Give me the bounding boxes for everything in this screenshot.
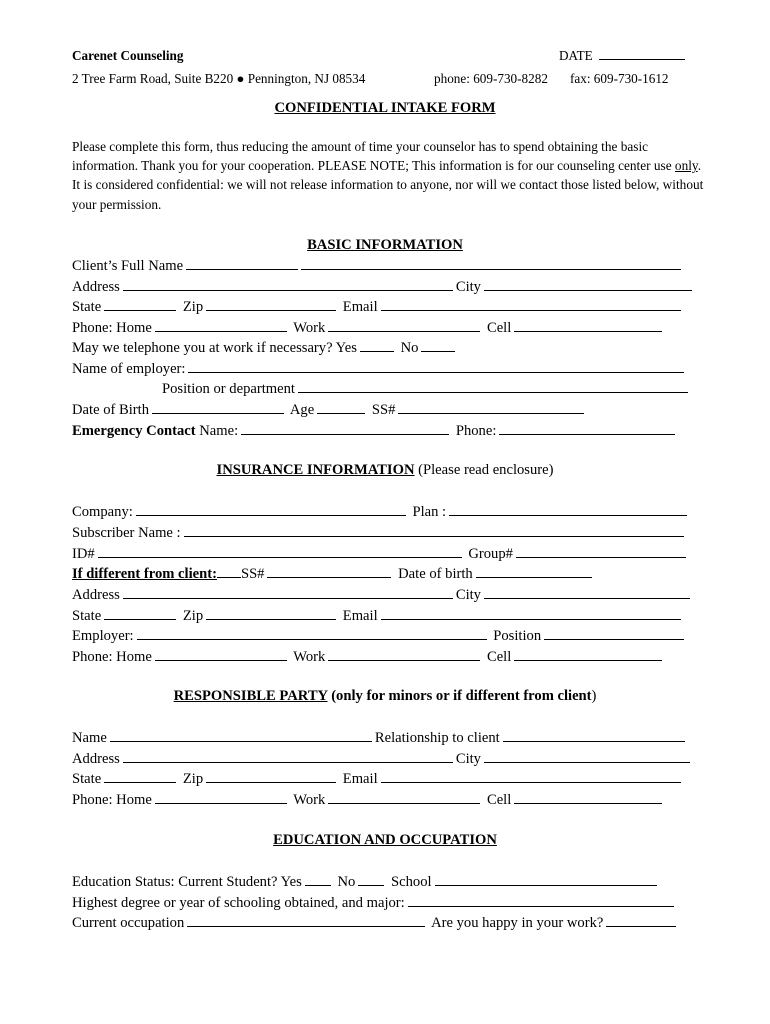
if-different-row bbox=[72, 564, 595, 583]
resp-state-row bbox=[72, 769, 684, 788]
position-label: Position or department bbox=[162, 381, 295, 397]
emergency-phone-label: Phone: bbox=[455, 423, 497, 439]
cell-blank[interactable] bbox=[514, 318, 662, 332]
happy-label: Are you happy in your work? bbox=[431, 915, 604, 931]
client-name-label: Client’s Full Name bbox=[72, 258, 184, 274]
ss-blank[interactable] bbox=[398, 400, 584, 414]
work-blank[interactable] bbox=[328, 318, 480, 332]
ins-position-label: Position bbox=[493, 628, 542, 644]
dob-blank[interactable] bbox=[152, 400, 284, 414]
resp-state-label: State bbox=[72, 771, 102, 787]
ins-state-row bbox=[72, 606, 684, 625]
basic-state-row bbox=[72, 297, 684, 316]
telephone-yes-blank[interactable] bbox=[360, 338, 394, 352]
state-blank[interactable] bbox=[104, 297, 176, 311]
emergency-name-blank[interactable] bbox=[241, 421, 449, 435]
emergency-name-label: Name: bbox=[195, 423, 239, 439]
basic-phone-row bbox=[72, 318, 665, 337]
student-no-blank[interactable] bbox=[358, 872, 384, 886]
emergency-phone-blank[interactable] bbox=[499, 421, 675, 435]
resp-relationship-blank[interactable] bbox=[503, 728, 685, 742]
ins-state-blank[interactable] bbox=[104, 606, 176, 620]
ins-email-blank[interactable] bbox=[381, 606, 681, 620]
resp-email-blank[interactable] bbox=[381, 769, 681, 783]
ins-work-label: Work bbox=[293, 649, 326, 665]
happy-blank[interactable] bbox=[606, 913, 676, 927]
responsible-heading-note: (only for minors or if different from client bbox=[327, 688, 592, 704]
resp-phone-row bbox=[72, 790, 665, 809]
ins-address-row bbox=[72, 585, 693, 604]
ins-zip-blank[interactable] bbox=[206, 606, 336, 620]
resp-city-label: City bbox=[455, 751, 481, 767]
phone-home-label: Phone: Home bbox=[72, 320, 152, 336]
school-blank[interactable] bbox=[435, 872, 657, 886]
id-row bbox=[72, 544, 689, 563]
resp-relationship-label: Relationship to client bbox=[374, 730, 500, 746]
resp-address-row bbox=[72, 749, 693, 768]
id-blank[interactable] bbox=[98, 544, 462, 558]
insurance-heading-text: INSURANCE INFORMATION bbox=[216, 462, 415, 478]
address-blank[interactable] bbox=[123, 277, 453, 291]
resp-cell-label: Cell bbox=[486, 792, 512, 808]
resp-phone-home-label: Phone: Home bbox=[72, 792, 152, 808]
telephone-work-row bbox=[72, 338, 458, 357]
ins-work-blank[interactable] bbox=[328, 647, 480, 661]
city-label: City bbox=[455, 279, 481, 295]
phone-home-blank[interactable] bbox=[155, 318, 287, 332]
state-label: State bbox=[72, 299, 102, 315]
resp-email-label: Email bbox=[342, 771, 378, 787]
ins-employer-row bbox=[72, 626, 687, 645]
position-row bbox=[162, 379, 691, 398]
education-status-row bbox=[72, 872, 660, 891]
degree-label: Highest degree or year of schooling obtained, and major: bbox=[72, 895, 405, 911]
resp-zip-blank[interactable] bbox=[206, 769, 336, 783]
ins-city-label: City bbox=[455, 587, 481, 603]
dob-row bbox=[72, 400, 587, 419]
ins-cell-label: Cell bbox=[486, 649, 512, 665]
resp-work-label: Work bbox=[293, 792, 326, 808]
position-blank[interactable] bbox=[298, 379, 688, 393]
resp-phone-home-blank[interactable] bbox=[155, 790, 287, 804]
insurance-heading bbox=[0, 461, 770, 479]
responsible-heading bbox=[0, 687, 770, 705]
ins-phone-home-blank[interactable] bbox=[155, 647, 287, 661]
org-name: Carenet Counseling bbox=[72, 48, 184, 63]
client-name-row bbox=[72, 256, 684, 275]
employer-blank[interactable] bbox=[188, 359, 684, 373]
zip-blank[interactable] bbox=[206, 297, 336, 311]
occupation-blank[interactable] bbox=[187, 913, 425, 927]
employer-row bbox=[72, 359, 687, 378]
occupation-row bbox=[72, 913, 679, 932]
id-label: ID# bbox=[72, 546, 95, 562]
intro-paragraph bbox=[72, 137, 712, 214]
ins-dob-blank[interactable] bbox=[476, 564, 592, 578]
resp-cell-blank[interactable] bbox=[514, 790, 662, 804]
basic-info-heading: BASIC INFORMATION bbox=[307, 237, 463, 253]
email-label: Email bbox=[342, 299, 378, 315]
resp-name-label: Name bbox=[72, 730, 107, 746]
telephone-no-blank[interactable] bbox=[421, 338, 455, 352]
age-label: Age bbox=[289, 402, 315, 418]
ins-employer-label: Employer: bbox=[72, 628, 134, 644]
ins-position-blank[interactable] bbox=[544, 626, 684, 640]
if-different-label: If different from client: bbox=[72, 566, 217, 582]
address-label: Address bbox=[72, 279, 120, 295]
resp-work-blank[interactable] bbox=[328, 790, 480, 804]
ins-employer-blank[interactable] bbox=[137, 626, 487, 640]
dob-label: Date of Birth bbox=[72, 402, 150, 418]
resp-name-row bbox=[72, 728, 688, 747]
company-row bbox=[72, 502, 690, 521]
basic-address-row bbox=[72, 277, 695, 296]
emergency-contact-label: Emergency Contact bbox=[72, 423, 196, 439]
ins-dob-label: Date of birth bbox=[398, 566, 473, 582]
ins-phone-row bbox=[72, 647, 665, 666]
date-blank[interactable] bbox=[599, 47, 685, 60]
cell-label: Cell bbox=[486, 320, 512, 336]
responsible-heading-close: ) bbox=[591, 688, 597, 704]
school-label: School bbox=[391, 874, 432, 890]
city-blank[interactable] bbox=[484, 277, 692, 291]
work-label: Work bbox=[293, 320, 326, 336]
org-phone: phone: 609-730-8282 bbox=[434, 71, 548, 86]
subscriber-row bbox=[72, 523, 687, 542]
intro-only: only bbox=[674, 158, 698, 174]
plan-label: Plan : bbox=[412, 504, 447, 520]
responsible-heading-text: RESPONSIBLE PARTY bbox=[173, 688, 328, 704]
ins-address-blank[interactable] bbox=[123, 585, 453, 599]
client-name-first-blank[interactable] bbox=[186, 256, 298, 270]
ins-zip-label: Zip bbox=[182, 608, 204, 624]
ins-email-label: Email bbox=[342, 608, 378, 624]
ins-address-label: Address bbox=[72, 587, 120, 603]
degree-row bbox=[72, 893, 677, 912]
resp-zip-label: Zip bbox=[182, 771, 204, 787]
email-blank[interactable] bbox=[381, 297, 681, 311]
occupation-label: Current occupation bbox=[72, 915, 185, 931]
education-heading: EDUCATION AND OCCUPATION bbox=[273, 832, 497, 848]
ins-ss-blank[interactable] bbox=[267, 564, 391, 578]
age-blank[interactable] bbox=[317, 400, 365, 414]
plan-blank[interactable] bbox=[449, 502, 687, 516]
ins-phone-home-label: Phone: Home bbox=[72, 649, 152, 665]
intro-text-2: . It is considered confidential: we will not release information to anyone, nor will we contact those listed below, without your permission. bbox=[72, 158, 704, 212]
ss-label: SS# bbox=[371, 402, 396, 418]
student-yes-blank[interactable] bbox=[305, 872, 331, 886]
resp-address-blank[interactable] bbox=[123, 749, 453, 763]
form-title: CONFIDENTIAL INTAKE FORM bbox=[274, 100, 496, 116]
subscriber-label: Subscriber Name : bbox=[72, 525, 181, 541]
telephone-no-label: No bbox=[400, 340, 419, 356]
ins-state-label: State bbox=[72, 608, 102, 624]
date-field[interactable] bbox=[559, 47, 685, 65]
company-label: Company: bbox=[72, 504, 133, 520]
zip-label: Zip bbox=[182, 299, 204, 315]
ins-ss-label: SS# bbox=[240, 566, 265, 582]
if-different-blank[interactable] bbox=[217, 564, 241, 578]
resp-address-label: Address bbox=[72, 751, 120, 767]
resp-name-blank[interactable] bbox=[110, 728, 372, 742]
employer-label: Name of employer: bbox=[72, 361, 186, 377]
ins-cell-blank[interactable] bbox=[514, 647, 662, 661]
telephone-question: May we telephone you at work if necessary? Yes bbox=[72, 340, 357, 356]
org-address: 2 Tree Farm Road, Suite B220 ● Pennington, NJ 08534 bbox=[72, 71, 366, 86]
student-no-label: No bbox=[337, 874, 356, 890]
ins-city-blank[interactable] bbox=[484, 585, 690, 599]
group-label: Group# bbox=[468, 546, 513, 562]
company-blank[interactable] bbox=[136, 502, 406, 516]
org-fax: fax: 609-730-1612 bbox=[570, 71, 669, 86]
resp-state-blank[interactable] bbox=[104, 769, 176, 783]
date-label: DATE bbox=[559, 48, 593, 63]
group-blank[interactable] bbox=[516, 544, 686, 558]
insurance-heading-note: (Please read enclosure) bbox=[414, 462, 554, 478]
resp-city-blank[interactable] bbox=[484, 749, 690, 763]
degree-blank[interactable] bbox=[408, 893, 674, 907]
intro-text-1: Please complete this form, thus reducing the amount of time your counselor has to spend obtaining the basic information. Thank you for your cooperation. PLEASE NOTE; This information is for our counseling center use bbox=[72, 139, 675, 174]
subscriber-blank[interactable] bbox=[184, 523, 684, 537]
education-status-label: Education Status: Current Student? Yes bbox=[72, 874, 302, 890]
emergency-row bbox=[72, 421, 678, 440]
client-name-blank[interactable] bbox=[301, 256, 681, 270]
